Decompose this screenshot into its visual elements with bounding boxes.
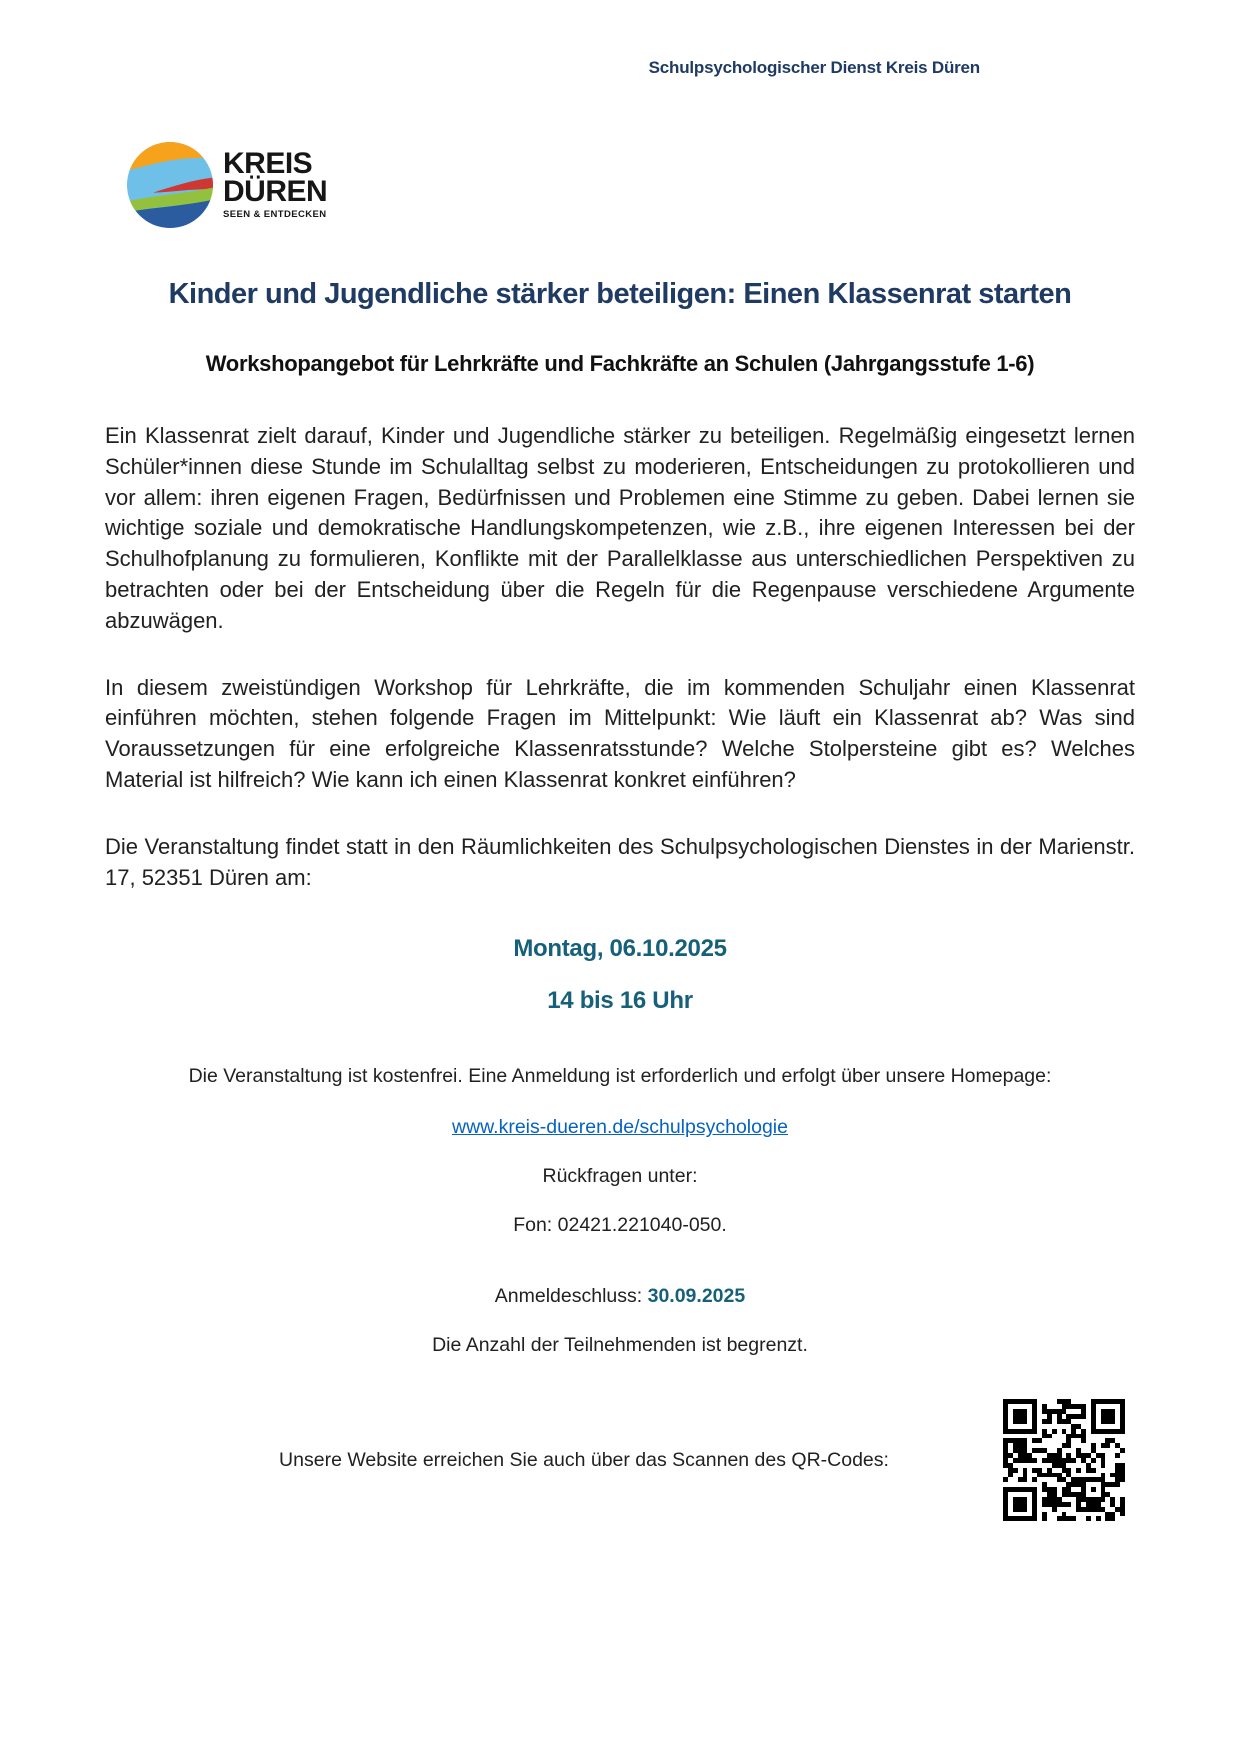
paragraph-workshop: In diesem zweistündigen Workshop für Lehrkräfte, die im kommenden Schuljahr einen Klassenrat einführen möchten, stehen folgende Fragen im Mittelpunkt: Wie läuft ein Klassenrat ab? Was sind Voraussetzungen für eine erfolgreiche Klassenratsstunde? Welche Stolpersteine gibt es? Welches Material ist hilfreich? Wie kann ich einen Klassenrat konkret einführen? (105, 674, 1135, 792)
phone-line: Fon: 02421.221040-050. (513, 1214, 727, 1237)
event-time: 14 bis 16 Uhr (547, 987, 693, 1015)
kreis-dueren-logo (127, 142, 427, 228)
kreis-dueren-logo-icon (127, 142, 213, 228)
registration-info: Die Veranstaltung ist kostenfrei. Eine Anmeldung ist erforderlich und erfolgt über unsere Homepage: (188, 1065, 1052, 1088)
homepage-link-line (105, 1116, 1135, 1139)
header-org-name: Schulpsychologischer Dienst Kreis Düren (648, 58, 980, 77)
logo-tagline: SEEN & ENTDECKEN (223, 209, 327, 221)
deadline-date: 30.09.2025 (647, 1285, 746, 1308)
qr-section (105, 1399, 1135, 1521)
page-title: Kinder und Jugendliche stärker beteiligen: Einen Klassenrat starten (168, 278, 1072, 310)
deadline-line (105, 1285, 1135, 1308)
questions-line: Rückfragen unter: (542, 1165, 698, 1188)
logo-word-kreis: KREIS (223, 146, 313, 180)
qr-caption: Unsere Website erreichen Sie auch über das Scannen des QR-Codes: (279, 1448, 889, 1471)
participants-limited-note: Die Anzahl der Teilnehmenden ist begrenzt. (432, 1334, 808, 1357)
event-date: Montag, 06.10.2025 (513, 935, 727, 963)
paragraph-intro: Ein Klassenrat zielt darauf, Kinder und Jugendliche stärker zu beteiligen. Regelmäßig eingesetzt lernen Schüler*innen diese Stunde im Schulalltag selbst zu moderieren, Entscheidungen zu protokollieren und vor allem: ihren eigenen Fragen, Bedürfnissen und Problemen eine Stimme zu geben. Dabei lernen sie wichtige soziale und demokratische Handlungskompetenzen, wie z.B., ihre eigenen Interessen bei der Schulhofplanung zu formulieren, Konflikte mit der Parallelklasse aus unterschiedlichen Perspektiven zu betrachten oder bei der Entscheidung über die Regeln für die Regenpause verschiedene Argumente abzuwägen. (105, 423, 1135, 633)
logo-word-dueren: DÜREN (223, 174, 328, 208)
deadline-label: Anmeldeschluss: (494, 1285, 648, 1308)
logo-wordmark (223, 146, 328, 221)
paragraph-location: Die Veranstaltung findet statt in den Räumlichkeiten des Schulpsychologischen Dienstes in der Marienstr. 17, 52351 Düren am: (105, 833, 1135, 890)
homepage-link[interactable]: www.kreis-dueren.de/schulpsychologie (451, 1116, 788, 1139)
page-subtitle: Workshopangebot für Lehrkräfte und Fachkräfte an Schulen (Jahrgangsstufe 1-6) (205, 351, 1035, 376)
qr-code-icon (1003, 1399, 1125, 1521)
